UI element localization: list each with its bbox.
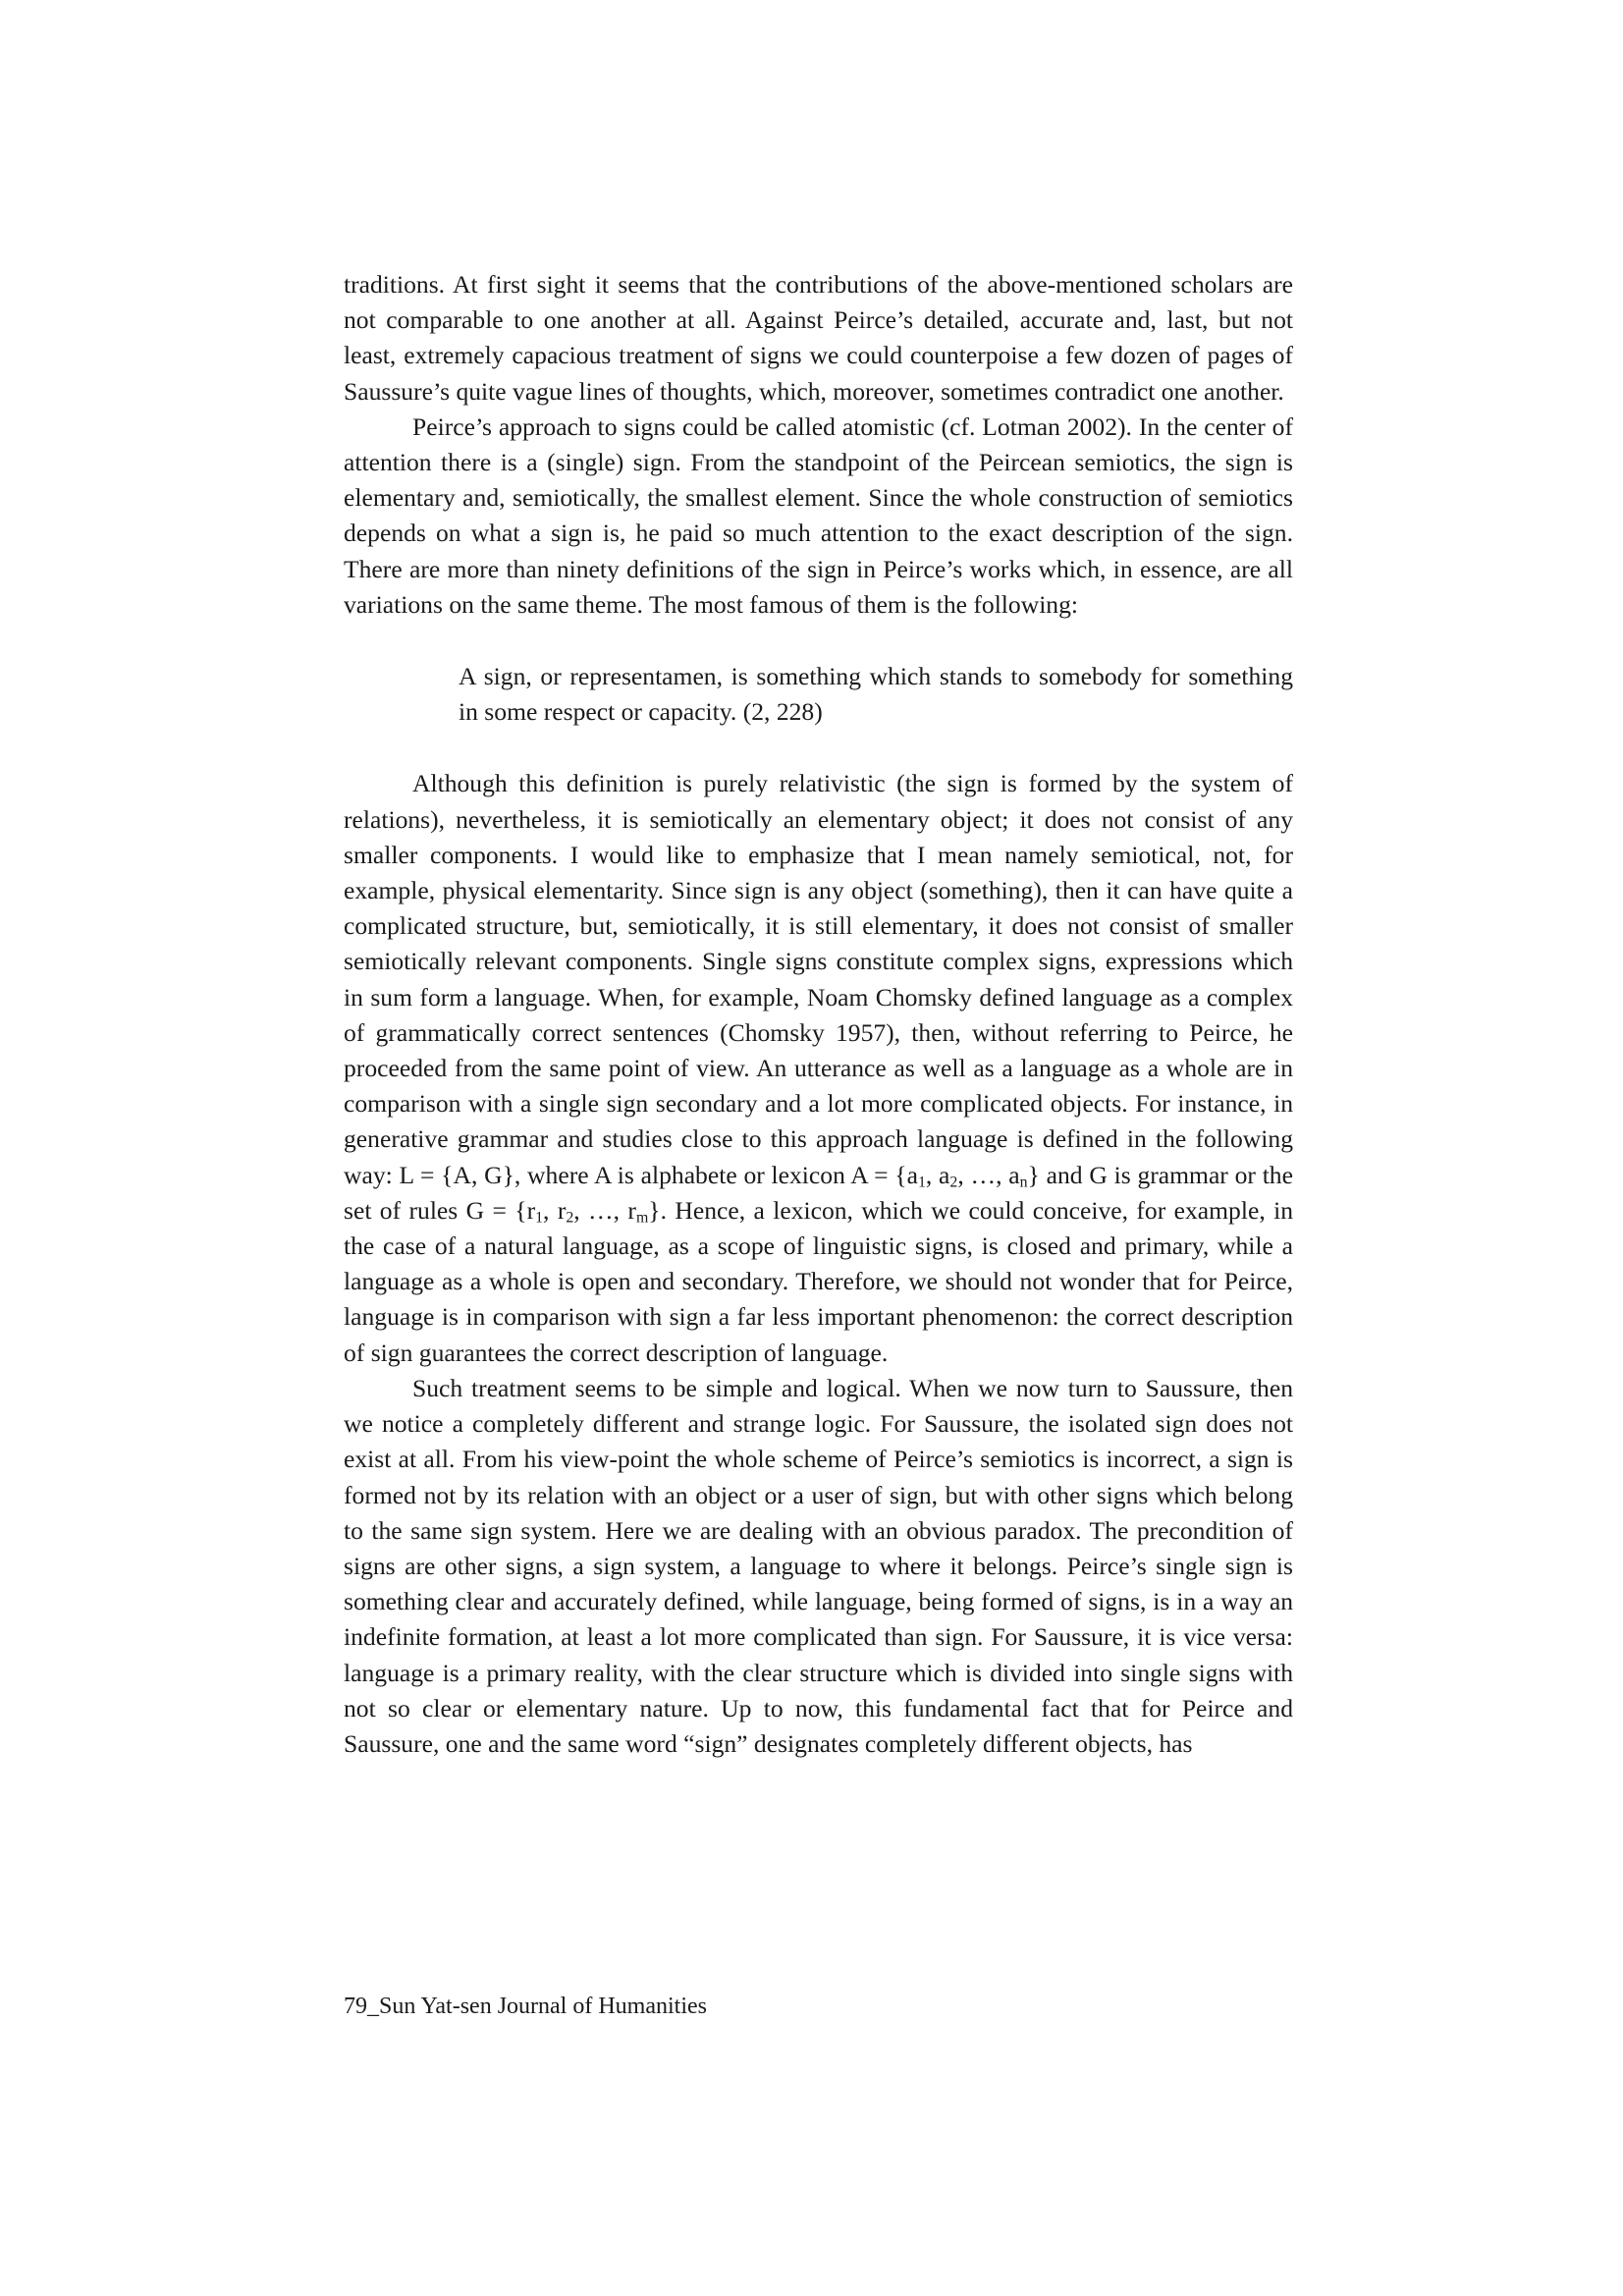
subscript: 2 (566, 1209, 574, 1227)
separator: , a (925, 1160, 950, 1189)
subscript: 1 (917, 1174, 926, 1191)
paragraph-3 (344, 766, 1293, 1370)
paragraph-3-text-b: }. Hence, a lexicon, which we could conceive, for example, in the case of a natural language, as a scope of linguistic signs, is closed and primary, while a language as a whole is open and secondary. Therefore, we should not wonder that for Peirce, language is in comparison with sign a far less important phenomenon: the correct description of sign guarantees the correct description of language. (344, 1195, 1293, 1367)
page-body (344, 267, 1293, 1762)
separator: , …, r (573, 1195, 636, 1225)
page-footer: 79_Sun Yat-sen Journal of Humanities (344, 1994, 707, 2019)
separator: , r (543, 1195, 567, 1225)
subscript: n (1019, 1174, 1028, 1191)
separator: , …, a (957, 1160, 1020, 1189)
paragraph-1: traditions. At first sight it seems that the contributions of the above-mentioned scholars are not comparable to one another at all. Against Peirce’s detailed, accurate and, last, but not least, extremely capacious treatment of signs we could counterpoise a few dozen of pages of Saussure’s quite vague lines of thoughts, which, moreover, sometimes contradict one another. (344, 270, 1293, 406)
subscript: 2 (949, 1174, 958, 1191)
paragraph-3-text-a: Although this definition is purely relativistic (the sign is formed by the system of relations), nevertheless, it is semiotically an elementary object; it does not consist of any smaller components. I would like to emphasize that I mean namely semiotical, not, for example, physical elementarity. Since sign is any object (something), then it can have quite a complicated structure, but, semiotically, it is still elementary, it does not consist of smaller semiotically relevant components. Single signs constitute complex signs, expressions which in sum form a language. When, for example, Noam Chomsky defined language as a complex of grammatically correct sentences (Chomsky 1957), then, without referring to Peirce, he proceeded from the same point of view. An utterance as well as a language as a whole are in comparison with a single sign secondary and a lot more complicated objects. For instance, in generative grammar and studies close to this approach language is defined in the following way: L = {A, G}, where A is alphabete or lexicon A = {a (344, 769, 1293, 1189)
subscript: m (635, 1209, 649, 1227)
paragraph-3-text-mid: } and G is grammar or the set of rules G = {r (344, 1160, 1293, 1225)
subscript: 1 (535, 1209, 544, 1227)
paragraph-4: Such treatment seems to be simple and logical. When we now turn to Saussure, then we notice a completely different and strange logic. For Saussure, the isolated sign does not exist at all. From his view-point the whole scheme of Peirce’s semiotics is incorrect, a sign is formed not by its relation with an object or a user of sign, but with other signs which belong to the same sign system. Here we are dealing with an obvious paradox. The precondition of signs are other signs, a sign system, a language to where it belongs. Peirce’s single sign is something clear and accurately defined, while language, being formed of signs, is in a way an indefinite formation, at least a lot more complicated than sign. For Saussure, it is vice versa: language is a primary reality, with the clear structure which is divided into single signs with not so clear or elementary nature. Up to now, this fundamental fact that for Peirce and Saussure, one and the same word “sign” designates completely different objects, has (344, 1373, 1293, 1758)
block-quote: A sign, or representamen, is something which stands to somebody for something in some respect or capacity. (2, 228) (459, 662, 1293, 727)
paragraph-2: Peirce’s approach to signs could be called atomistic (cf. Lotman 2002). In the center of attention there is a (single) sign. From the standpoint of the Peircean semiotics, the sign is elementary and, semiotically, the smallest element. Since the whole construction of semiotics depends on what a sign is, he paid so much attention to the exact description of the sign. There are more than ninety definitions of the sign in Peirce’s works which, in essence, are all variations on the same theme. The most famous of them is the following: (344, 411, 1293, 619)
